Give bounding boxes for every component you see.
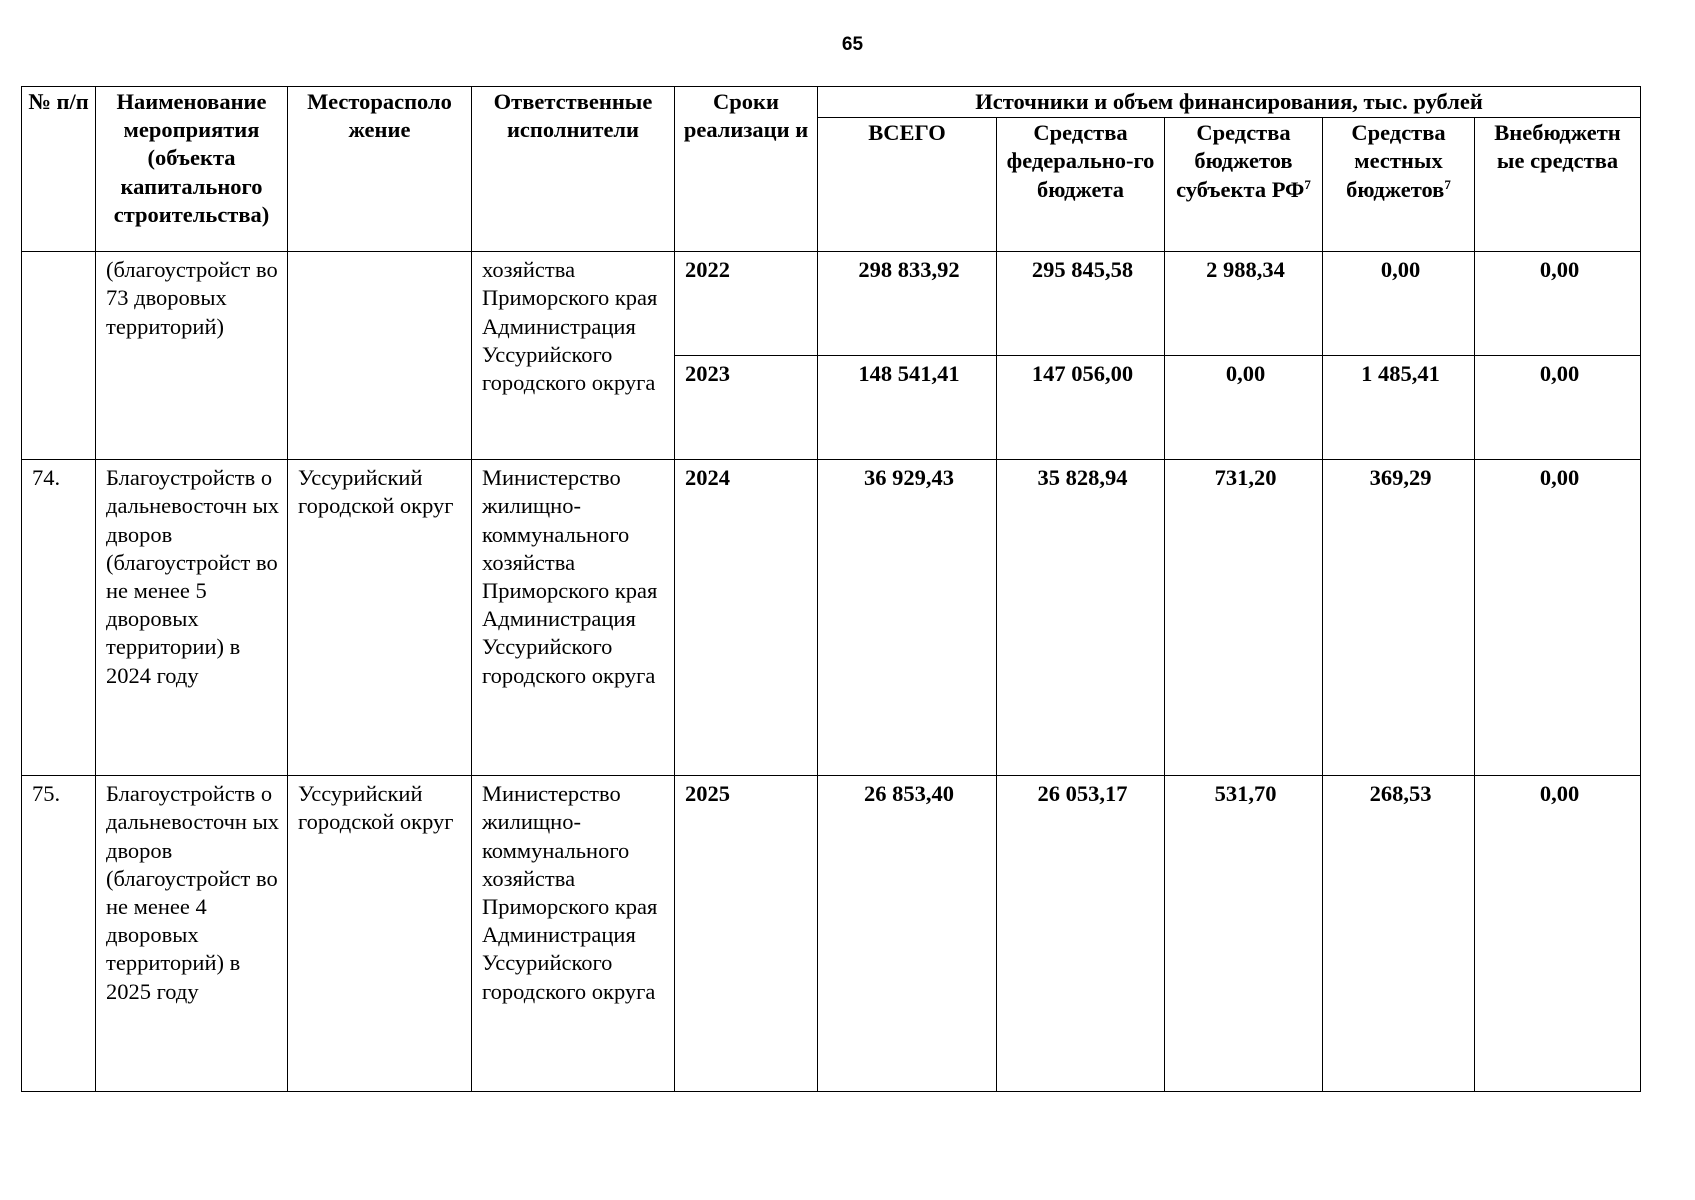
- cell-executors: Министерство жилищно-коммунального хозяйства Приморского края Администрация Уссурийского городского округа: [472, 776, 675, 1092]
- cell-offbudget: 0,00: [1475, 356, 1641, 460]
- header-location: Месторасполо жение: [288, 87, 472, 252]
- table-row: [22, 776, 1641, 1092]
- header-subject-footnote: 7: [1304, 176, 1311, 192]
- cell-total: 298 833,92: [818, 252, 997, 356]
- cell-federal: 35 828,94: [997, 460, 1165, 776]
- cell-federal: 147 056,00: [997, 356, 1165, 460]
- cell-subject: 2 988,34: [1165, 252, 1323, 356]
- cell-local: 268,53: [1323, 776, 1475, 1092]
- cell-total: 148 541,41: [818, 356, 997, 460]
- cell-num: 74.: [22, 460, 96, 776]
- cell-subject: 0,00: [1165, 356, 1323, 460]
- header-num: № п/п: [22, 87, 96, 252]
- header-executors: Ответственные исполнители: [472, 87, 675, 252]
- header-local: [1323, 118, 1475, 252]
- cell-offbudget: 0,00: [1475, 776, 1641, 1092]
- header-sources: Источники и объем финансирования, тыс. рублей: [818, 87, 1641, 118]
- financing-table: [21, 86, 1641, 1092]
- header-federal: Средства федерально-го бюджета: [997, 118, 1165, 252]
- cell-executors: хозяйства Приморского края Администрация Уссурийского городского округа: [472, 252, 675, 460]
- cell-num: 75.: [22, 776, 96, 1092]
- header-total: ВСЕГО: [818, 118, 997, 252]
- cell-location: [288, 252, 472, 460]
- cell-year: 2024: [675, 460, 818, 776]
- cell-name: Благоустройств о дальневосточн ых дворов (благоустройст во не менее 4 дворовых территорий) в 2025 году: [96, 776, 288, 1092]
- header-row-1: [22, 87, 1641, 118]
- header-local-text: Средства местных бюджетов: [1346, 120, 1446, 202]
- cell-subject: 731,20: [1165, 460, 1323, 776]
- cell-local: 369,29: [1323, 460, 1475, 776]
- table-row: [22, 252, 1641, 356]
- page-number: 65: [841, 34, 864, 55]
- cell-year: 2025: [675, 776, 818, 1092]
- table-row: [22, 460, 1641, 776]
- cell-year: 2022: [675, 252, 818, 356]
- cell-location: Уссурийский городской округ: [288, 776, 472, 1092]
- header-subject: [1165, 118, 1323, 252]
- cell-local: 0,00: [1323, 252, 1475, 356]
- cell-offbudget: 0,00: [1475, 460, 1641, 776]
- cell-name: (благоустройст во 73 дворовых территорий): [96, 252, 288, 460]
- header-period: Сроки реализаци и: [675, 87, 818, 252]
- header-local-footnote: 7: [1444, 176, 1451, 192]
- cell-local: 1 485,41: [1323, 356, 1475, 460]
- cell-subject: 531,70: [1165, 776, 1323, 1092]
- cell-location: Уссурийский городской округ: [288, 460, 472, 776]
- cell-offbudget: 0,00: [1475, 252, 1641, 356]
- header-subject-text: Средства бюджетов субъекта РФ: [1176, 120, 1305, 202]
- cell-num: [22, 252, 96, 460]
- cell-federal: 26 053,17: [997, 776, 1165, 1092]
- header-name: Наименование мероприятия (объекта капитального строительства): [96, 87, 288, 252]
- cell-federal: 295 845,58: [997, 252, 1165, 356]
- cell-executors: Министерство жилищно-коммунального хозяйства Приморского края Администрация Уссурийского городского округа: [472, 460, 675, 776]
- cell-total: 36 929,43: [818, 460, 997, 776]
- header-offbudget: Внебюджетн ые средства: [1475, 118, 1641, 252]
- cell-total: 26 853,40: [818, 776, 997, 1092]
- cell-year: 2023: [675, 356, 818, 460]
- cell-name: Благоустройств о дальневосточн ых дворов (благоустройст во не менее 5 дворовых территории) в 2024 году: [96, 460, 288, 776]
